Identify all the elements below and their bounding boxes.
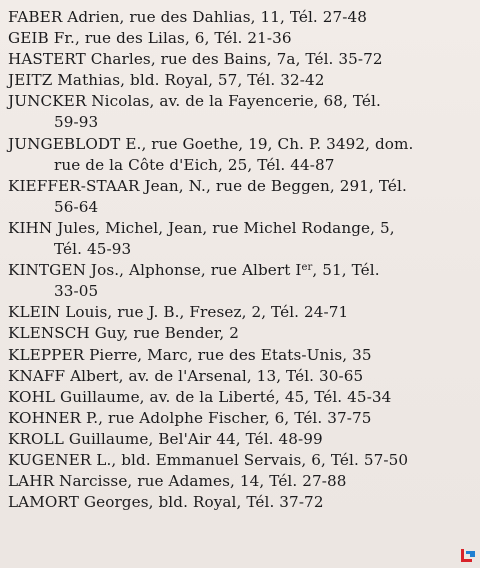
logo-blue-shape: [466, 551, 475, 557]
directory-entry: [8, 408, 472, 429]
ordinal-superscript: er: [301, 262, 313, 274]
entry-line: KLEPPER Pierre, Marc, rue des Etats-Unis, 35: [8, 345, 372, 364]
entry-line: KNAFF Albert, av. de l'Arsenal, 13, Tél. 30-65: [8, 366, 364, 385]
entry-continuation-line: 56-64: [54, 197, 99, 216]
entry-line: KOHNER P., rue Adolphe Fischer, 6, Tél. 37-75: [8, 408, 372, 427]
directory-entry: [8, 471, 472, 492]
entry-line: KLEIN Louis, rue J. B., Fresez, 2, Tél. 24-71: [8, 303, 349, 322]
entry-line: LAMORT Georges, bld. Royal, Tél. 37-72: [8, 493, 324, 512]
directory-entry: [8, 28, 472, 49]
directory-entry: [8, 70, 472, 91]
entry-line: [8, 260, 472, 281]
directory-entry: [8, 450, 472, 471]
entry-continuation-line: rue de la Côte d'Eich, 25, Tél. 44-87: [54, 155, 335, 174]
entry-continuation-line: Tél. 45-93: [54, 240, 132, 259]
entry-line: KIEFFER-STAAR Jean, N., rue de Beggen, 291, Tél.: [8, 176, 407, 195]
directory-entry: [8, 7, 472, 28]
directory-entry: [8, 176, 472, 218]
entry-continuation-line: 33-05: [54, 282, 99, 301]
library-logo-icon: [459, 547, 477, 565]
entry-continuation-line: 59-93: [54, 113, 99, 132]
directory-entry: [8, 345, 472, 366]
directory-entry: [8, 492, 472, 513]
directory-entry: [8, 323, 472, 344]
directory-entry: [8, 302, 472, 323]
entry-line: KLENSCH Guy, rue Bender, 2: [8, 324, 240, 343]
entry-line: KOHL Guillaume, av. de la Liberté, 45, Tél. 45-34: [8, 387, 392, 406]
address-directory: [8, 7, 472, 513]
directory-entry: [8, 49, 472, 70]
entry-line: JUNGEBLODT E., rue Goethe, 19, Ch. P. 3492, dom.: [8, 134, 414, 153]
entry-line: GEIB Fr., rue des Lilas, 6, Tél. 21-36: [8, 29, 292, 48]
directory-entry: [8, 387, 472, 408]
directory-entry: [8, 260, 472, 302]
entry-line: KUGENER L., bld. Emmanuel Servais, 6, Tél. 57-50: [8, 450, 409, 469]
entry-line: LAHR Narcisse, rue Adames, 14, Tél. 27-88: [8, 472, 347, 491]
entry-line: JUNCKER Nicolas, av. de la Fayencerie, 68, Tél.: [8, 92, 381, 111]
directory-entry: [8, 366, 472, 387]
entry-line: HASTERT Charles, rue des Bains, 7a, Tél. 35-72: [8, 50, 383, 69]
entry-line: KIHN Jules, Michel, Jean, rue Michel Rodange, 5,: [8, 218, 395, 237]
directory-entry: [8, 218, 472, 260]
directory-entry: [8, 134, 472, 176]
logo-red-base: [461, 559, 472, 562]
directory-entry: [8, 91, 472, 133]
entry-line-text: KINTGEN Jos., Alphonse, rue Albert I: [8, 261, 302, 280]
entry-line: JEITZ Mathias, bld. Royal, 57, Tél. 32-42: [8, 71, 325, 90]
directory-entry: [8, 429, 472, 450]
entry-line: KROLL Guillaume, Bel'Air 44, Tél. 48-99: [8, 429, 323, 448]
entry-line: FABER Adrien, rue des Dahlias, 11, Tél. 27-48: [8, 8, 368, 26]
entry-line-text: , 51, Tél.: [312, 261, 380, 280]
